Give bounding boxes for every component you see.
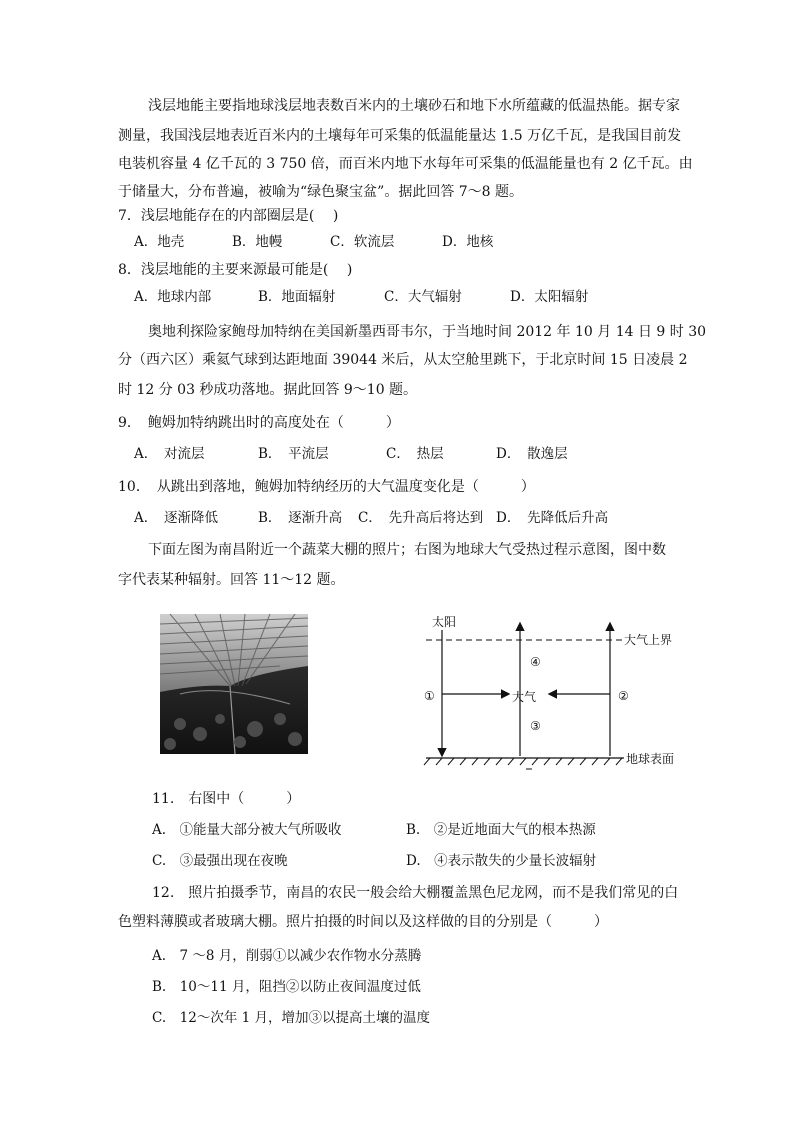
option-a: A．地壳 bbox=[134, 234, 185, 250]
option-a: A．地球内部 bbox=[134, 289, 212, 305]
question-stem: 12. 照片拍摄季节，南昌的农民一般会给大棚覆盖黑色尼龙网，而不是我们常见的白 bbox=[152, 885, 679, 901]
option-c: C．大气辐射 bbox=[384, 289, 462, 305]
atmosphere-label: 大气 bbox=[512, 690, 537, 704]
option-c: C． 先升高后将达到 bbox=[358, 510, 484, 526]
question-stem: 8．浅层地能的主要来源最可能是( ) bbox=[118, 262, 353, 278]
option-d: D. ④表示散失的少量长波辐射 bbox=[406, 853, 597, 869]
option-d: D． 散逸层 bbox=[496, 446, 568, 462]
option-c: C. ③最强出现在夜晚 bbox=[152, 853, 288, 869]
sun-label: 太阳 bbox=[432, 615, 457, 629]
question-stem: 11. 右图中（ ） bbox=[152, 791, 301, 807]
radiation-4-label: ④ bbox=[530, 655, 541, 669]
option-c: C. 12～次年 1 月，增加③以提高土壤的温度 bbox=[152, 1010, 430, 1026]
question-stem: 9． 鲍姆加特纳跳出时的高度处在（ ） bbox=[118, 415, 400, 431]
option-d: D．太阳辐射 bbox=[510, 289, 589, 305]
passage-line: 分（西六区）乘氦气球到达距地面 39044 米后，从太空舱里跳下，于北京时间 15 日凌晨 2 bbox=[118, 352, 688, 368]
option-d: D． 先降低后升高 bbox=[496, 510, 609, 526]
passage-line: 下面左图为南昌附近一个蔬菜大棚的照片；右图为地球大气受热过程示意图，图中数 bbox=[148, 542, 666, 558]
option-b: B． 逐渐升高 bbox=[258, 510, 343, 526]
option-b: B．地面辐射 bbox=[258, 289, 336, 305]
option-a: A. 7 ～8 月，削弱①以减少农作物水分蒸腾 bbox=[152, 948, 422, 964]
option-c: C． 热层 bbox=[386, 446, 444, 462]
option-c: C．软流层 bbox=[330, 234, 395, 250]
option-a: A． 逐渐降低 bbox=[134, 510, 218, 526]
passage-line: 于储量大，分布普遍，被喻为“绿色聚宝盆”。据此回答 7～8 题。 bbox=[118, 184, 524, 200]
option-b: B．地幔 bbox=[232, 234, 283, 250]
option-b: B. 10～11 月，阻挡②以防止夜间温度过低 bbox=[152, 979, 421, 995]
atmospheric-heating-diagram bbox=[412, 608, 692, 778]
ground-hatching bbox=[424, 758, 622, 765]
option-a: A． 对流层 bbox=[134, 446, 205, 462]
passage-line: 时 12 分 03 秒成功落地。据此回答 9～10 题。 bbox=[118, 382, 418, 398]
option-b: B. ②是近地面大气的根本热源 bbox=[406, 822, 596, 838]
question-stem: 7．浅层地能存在的内部圈层是( ) bbox=[118, 208, 339, 224]
greenhouse-photo bbox=[160, 614, 308, 754]
greenhouse-photo-image bbox=[160, 614, 308, 754]
passage-line: 字代表某种辐射。回答 11～12 题。 bbox=[118, 572, 345, 588]
passage-line: 电装机容量 4 亿千瓦的 3 750 倍，而百米内地下水每年可采集的低温能量也有 2 亿千瓦。由 bbox=[118, 156, 693, 172]
radiation-2-label: ② bbox=[618, 689, 629, 703]
option-b: B． 平流层 bbox=[258, 446, 329, 462]
question-stem: 色塑料薄膜或者玻璃大棚。照片拍摄的时间以及这样做的目的分别是（ ） bbox=[118, 914, 608, 930]
atmosphere-top-label: 大气上界 bbox=[624, 633, 673, 647]
radiation-1-label: ① bbox=[424, 689, 435, 703]
passage-line: 浅层地能主要指地球浅层地表数百米内的土壤砂石和地下水所蕴藏的低温热能。据专家 bbox=[148, 98, 680, 114]
radiation-3-label: ③ bbox=[530, 719, 541, 733]
option-a: A. ①能量大部分被大气所吸收 bbox=[152, 822, 342, 838]
earth-surface-label: 地球表面 bbox=[626, 752, 675, 766]
option-d: D．地核 bbox=[442, 234, 494, 250]
passage-line: 测量，我国浅层地表近百米内的土壤每年可采集的低温能量达 1.5 万亿千瓦，是我国目前发 bbox=[118, 128, 682, 144]
question-stem: 10． 从跳出到落地，鲍姆加特纳经历的大气温度变化是（ ） bbox=[118, 479, 535, 495]
passage-line: 奥地利探险家鲍母加特纳在美国新墨西哥韦尔，于当地时间 2012 年 10 月 14 日 9 时 30 bbox=[148, 324, 707, 340]
